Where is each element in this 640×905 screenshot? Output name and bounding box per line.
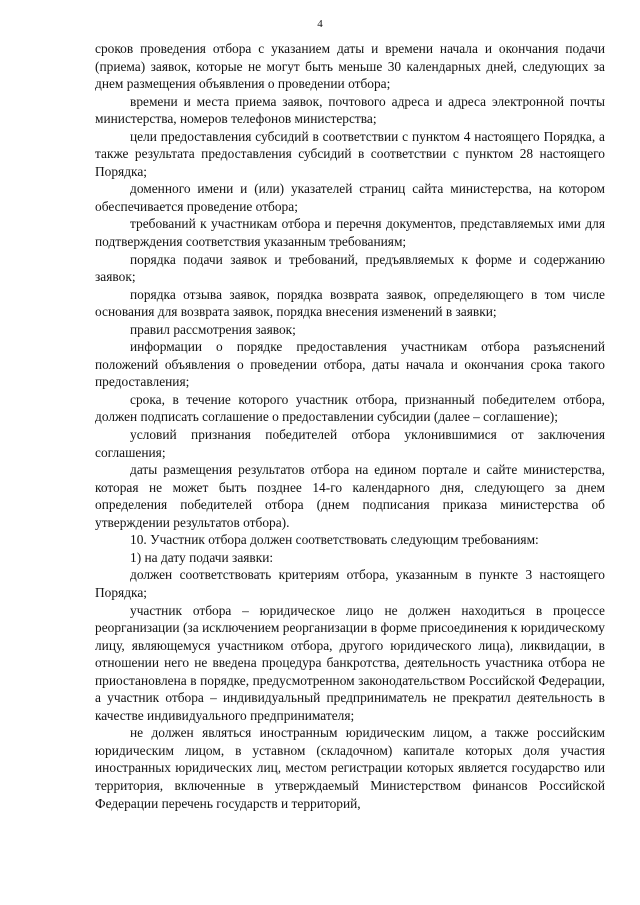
paragraph-foreign-entity: не должен являться иностранным юридическим лицом, а также российским юридическим лицом, в уставном (складочном) капитале которых доля участия иностранных юридических лиц, местом регистрации которых является государство или территория, включенные в утверждаемый Министерством финансов Российской Федерации перечень государств и территорий,: [95, 725, 605, 811]
paragraph-subclause-1: 1) на дату подачи заявки:: [130, 549, 274, 565]
paragraph-withdrawal-order: порядка отзыва заявок, порядка возврата заявок, определяющего в том числе основания для возврата заявок, порядка внесения изменений в заявки;: [95, 286, 605, 320]
paragraph-evasion-conditions: условий признания победителей отбора уклонившимися от заключения соглашения;: [95, 427, 605, 460]
paragraph-results-date: даты размещения результатов отбора на едином портале и сайте министерства, которая не может быть позднее 14-го календарного дня, следующего за днем определения победителей отбора (днем подписания приказа министерства об утверждении результатов отбора).: [95, 462, 605, 530]
paragraph-criteria: должен соответствовать критериям отбора, указанным в пункте 3 настоящего Порядка;: [95, 567, 605, 600]
paragraph-deadlines: сроков проведения отбора с указанием даты и времени начала и окончания подачи (приема) заявок, которые не могут быть меньше 30 календарных дней, следующих за днем размещения объявления о проведении отбора;: [95, 41, 605, 92]
page-number: 4: [317, 18, 323, 30]
paragraph-clause-10: 10. Участник отбора должен соответствовать следующим требованиям:: [130, 532, 539, 548]
paragraph-reorganization: участник отбора – юридическое лицо не должен находиться в процессе реорганизации (за исключением реорганизации в форме присоединения к юридическому лицу, являющемуся участником отбора, другого юридического лица), ликвидации, в отношении него не введена процедура банкротства, деятельность участника отбора не приостановлена в порядке, предусмотренном законодательством Российской Федерации, а участник отбора – индивидуальный предприниматель не прекратил деятельность в качестве индивидуального предпринимателя;: [95, 602, 605, 723]
paragraph-domain: доменного имени и (или) указателей страниц сайта министерства, на котором обеспечивается проведение отбора;: [95, 181, 605, 214]
paragraph-signing-term: срока, в течение которого участник отбора, признанный победителем отбора, должен подписать соглашение о предоставлении субсидии (далее – соглашение);: [95, 391, 605, 425]
paragraph-requirements: требований к участникам отбора и перечня документов, представляемых ими для подтверждения соответствия указанным требованиям;: [95, 216, 605, 250]
paragraph-review-rules: правил рассмотрения заявок;: [130, 321, 296, 337]
paragraph-goals: цели предоставления субсидий в соответствии с пунктом 4 настоящего Порядка, а также результата предоставления субсидий в соответствии с пунктом 28 настоящего Порядка;: [95, 128, 605, 179]
document-body: [95, 40, 605, 812]
paragraph-submission-order: порядка подачи заявок и требований, предъявляемых к форме и содержанию заявок;: [95, 251, 605, 285]
paragraph-clarifications: информации о порядке предоставления участникам отбора разъяснений положений объявления о проведении отбора, даты начала и окончания срока такого предоставления;: [95, 339, 605, 390]
paragraph-place-time: времени и места приема заявок, почтового адреса и адреса электронной почты министерства, номеров телефонов министерства;: [95, 93, 605, 127]
